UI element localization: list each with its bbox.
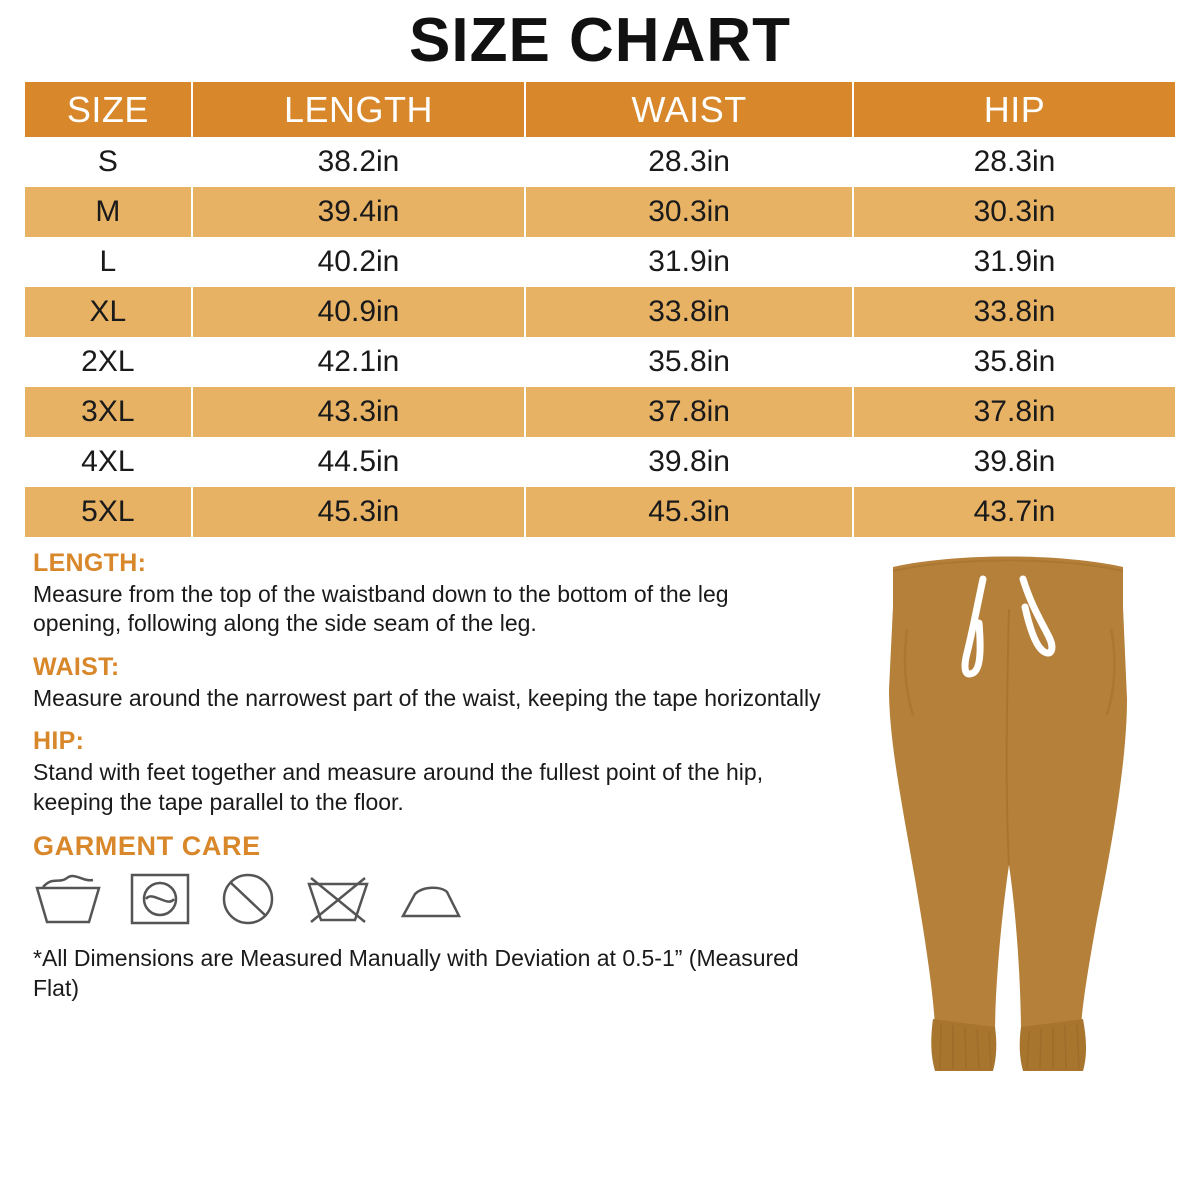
- cell-hip: 28.3in: [853, 137, 1175, 187]
- cell-waist: 35.8in: [525, 337, 853, 387]
- lower-section: [25, 549, 1175, 1069]
- note-heading-hip: HIP:: [33, 727, 85, 756]
- column-header-length: LENGTH: [192, 82, 526, 137]
- cell-hip: 39.8in: [853, 437, 1175, 487]
- cell-size: M: [25, 187, 192, 237]
- table-row: [25, 287, 1175, 337]
- cell-waist: 33.8in: [525, 287, 853, 337]
- cell-hip: 43.7in: [853, 487, 1175, 537]
- cell-size: XL: [25, 287, 192, 337]
- joggers-illustration: [845, 549, 1175, 1079]
- tumble-dry-icon: [129, 872, 191, 926]
- cell-length: 43.3in: [192, 387, 526, 437]
- measurement-notes: [25, 549, 845, 1069]
- cell-hip: 30.3in: [853, 187, 1175, 237]
- cell-size: 5XL: [25, 487, 192, 537]
- cell-size: L: [25, 237, 192, 287]
- cell-size: 4XL: [25, 437, 192, 487]
- cell-waist: 45.3in: [525, 487, 853, 537]
- footnote: *All Dimensions are Measured Manually with Deviation at 0.5-1” (Measured Flat): [33, 945, 799, 1002]
- garment-care-icons: [33, 872, 845, 926]
- table-row: [25, 187, 1175, 237]
- note-body-length: Measure from the top of the waistband down to the bottom of the leg opening, following along the side seam of the leg.: [33, 581, 729, 637]
- cell-waist: 37.8in: [525, 387, 853, 437]
- table-row: [25, 387, 1175, 437]
- do-not-dry-clean-icon: [305, 872, 371, 926]
- table-row: [25, 137, 1175, 187]
- cell-length: 40.9in: [192, 287, 526, 337]
- cell-length: 42.1in: [192, 337, 526, 387]
- iron-icon: [397, 872, 463, 926]
- cell-hip: 37.8in: [853, 387, 1175, 437]
- cell-length: 44.5in: [192, 437, 526, 487]
- table-row: [25, 337, 1175, 387]
- cell-waist: 30.3in: [525, 187, 853, 237]
- cell-hip: 33.8in: [853, 287, 1175, 337]
- size-chart-table: [25, 82, 1175, 537]
- cell-length: 39.4in: [192, 187, 526, 237]
- column-header-size: SIZE: [25, 82, 192, 137]
- column-header-waist: WAIST: [525, 82, 853, 137]
- cell-size: 3XL: [25, 387, 192, 437]
- table-row: [25, 237, 1175, 287]
- table-header-row: [25, 82, 1175, 137]
- note-heading-length: LENGTH:: [33, 549, 147, 577]
- note-heading-waist: WAIST:: [33, 652, 120, 681]
- cell-size: 2XL: [25, 337, 192, 387]
- note-body-waist: Measure around the narrowest part of the waist, keeping the tape horizontally: [33, 684, 821, 711]
- table-row: [25, 437, 1175, 487]
- product-image: [845, 549, 1175, 1069]
- cell-hip: 35.8in: [853, 337, 1175, 387]
- cell-waist: 39.8in: [525, 437, 853, 487]
- cell-length: 38.2in: [192, 137, 526, 187]
- cell-waist: 31.9in: [525, 237, 853, 287]
- note-body-hip: Stand with feet together and measure around the fullest point of the hip, keeping the tape parallel to the floor.: [33, 759, 764, 815]
- do-not-bleach-icon: [217, 872, 279, 926]
- cell-size: S: [25, 137, 192, 187]
- cell-waist: 28.3in: [525, 137, 853, 187]
- garment-care-heading: GARMENT CARE: [33, 831, 261, 862]
- table-row: [25, 487, 1175, 537]
- cell-length: 40.2in: [192, 237, 526, 287]
- cell-hip: 31.9in: [853, 237, 1175, 287]
- column-header-hip: HIP: [853, 82, 1175, 137]
- hand-wash-icon: [33, 872, 103, 926]
- page-title: SIZE CHART: [409, 6, 791, 75]
- cell-length: 45.3in: [192, 487, 526, 537]
